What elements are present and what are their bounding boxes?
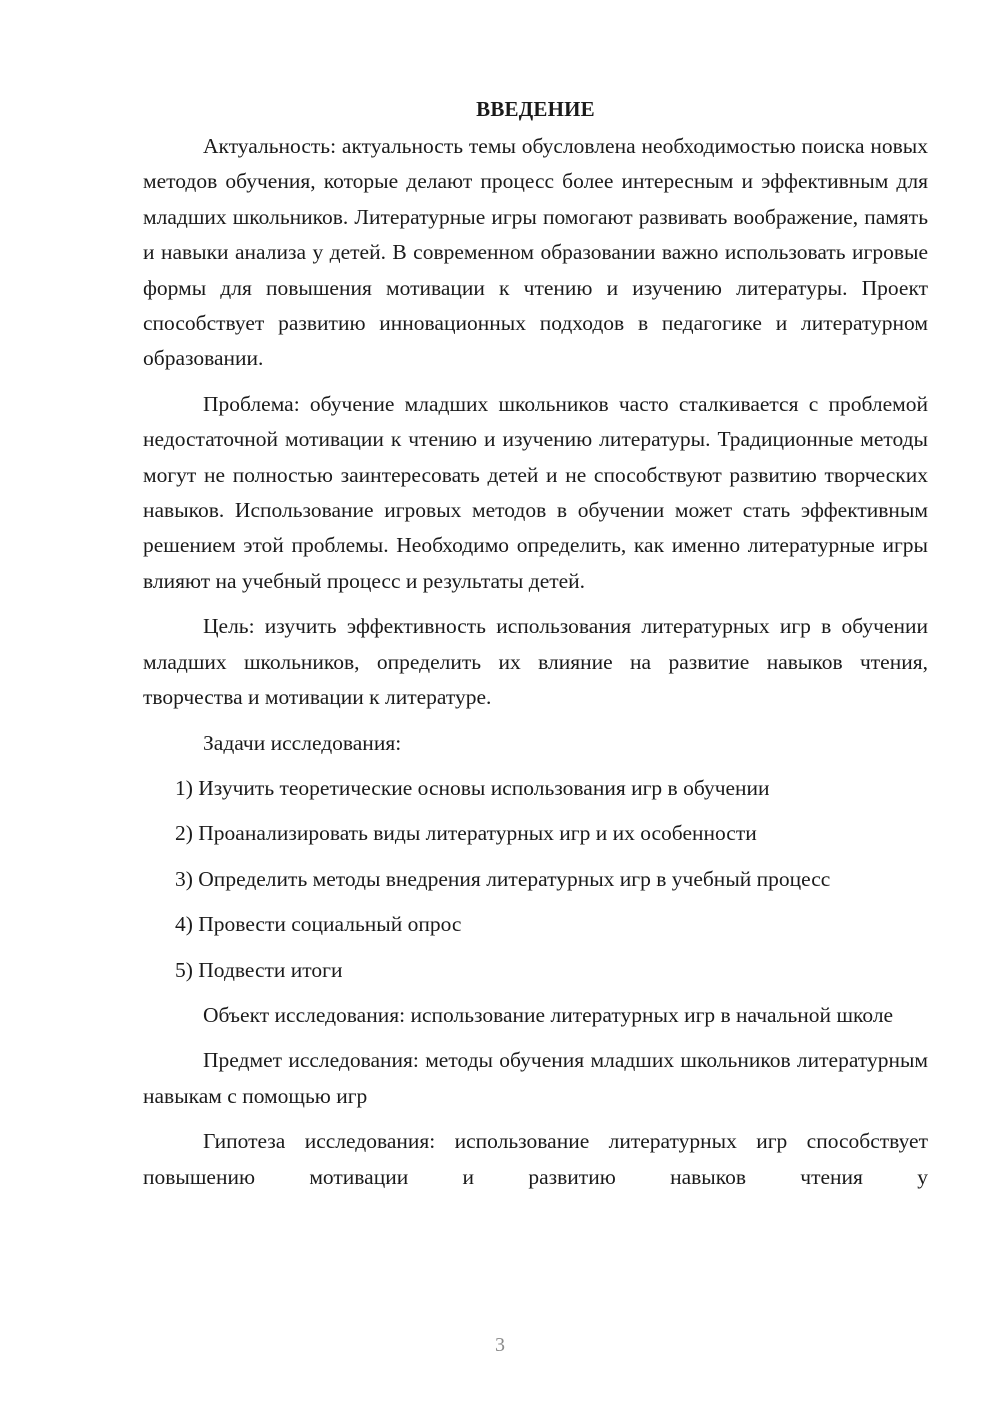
relevance-paragraph: Актуальность: актуальность темы обусловлена необходимостью поиска новых методов обучения, которые делают процесс более интересным и эффективным для младших школьников. Литературные игры помогают развивать воображение, память и навыки анализа у детей. В современном образовании важно использовать игровые формы для повышения мотивации к чтению и изучению литературы. Проект способствует развитию инновационных подходов в педагогике и литературном образовании. — [143, 134, 928, 371]
page-content — [143, 92, 928, 1205]
section-title: ВВЕДЕНИЕ — [476, 97, 595, 121]
object-paragraph: Объект исследования: использование литературных игр в начальной школе — [203, 1002, 894, 1027]
subject-paragraph: Предмет исследования: методы обучения младших школьников литературным навыкам с помощью игр — [143, 1048, 928, 1108]
tasks-list — [143, 771, 928, 988]
task-item: 5) Подвести итоги — [175, 957, 343, 982]
task-item: 1) Изучить теоретические основы использования игр в обучении — [175, 775, 770, 800]
problem-paragraph: Проблема: обучение младших школьников часто сталкивается с проблемой недостаточной мотивации к чтению и изучению литературы. Традиционные методы могут не полностью заинтересовать детей и не способствуют развитию творческих навыков. Использование игровых методов в обучении может стать эффективным решением этой проблемы. Необходимо определить, как именно литературные игры влияют на учебный процесс и результаты детей. — [143, 391, 928, 593]
page-number: 3 — [495, 1334, 505, 1356]
task-item: 3) Определить методы внедрения литературных игр в учебный процесс — [175, 866, 831, 891]
hypothesis-paragraph: Гипотеза исследования: использование литературных игр способствует повышению мотивации и развитию навыков чтения у — [143, 1129, 928, 1189]
goal-paragraph: Цель: изучить эффективность использования литературных игр в обучении младших школьников, определить их влияние на развитие навыков чтения, творчества и мотивации к литературе. — [143, 614, 928, 710]
task-item: 2) Проанализировать виды литературных игр и их особенности — [175, 821, 757, 846]
tasks-heading: Задачи исследования: — [203, 730, 402, 755]
task-item: 4) Провести социальный опрос — [175, 912, 462, 937]
